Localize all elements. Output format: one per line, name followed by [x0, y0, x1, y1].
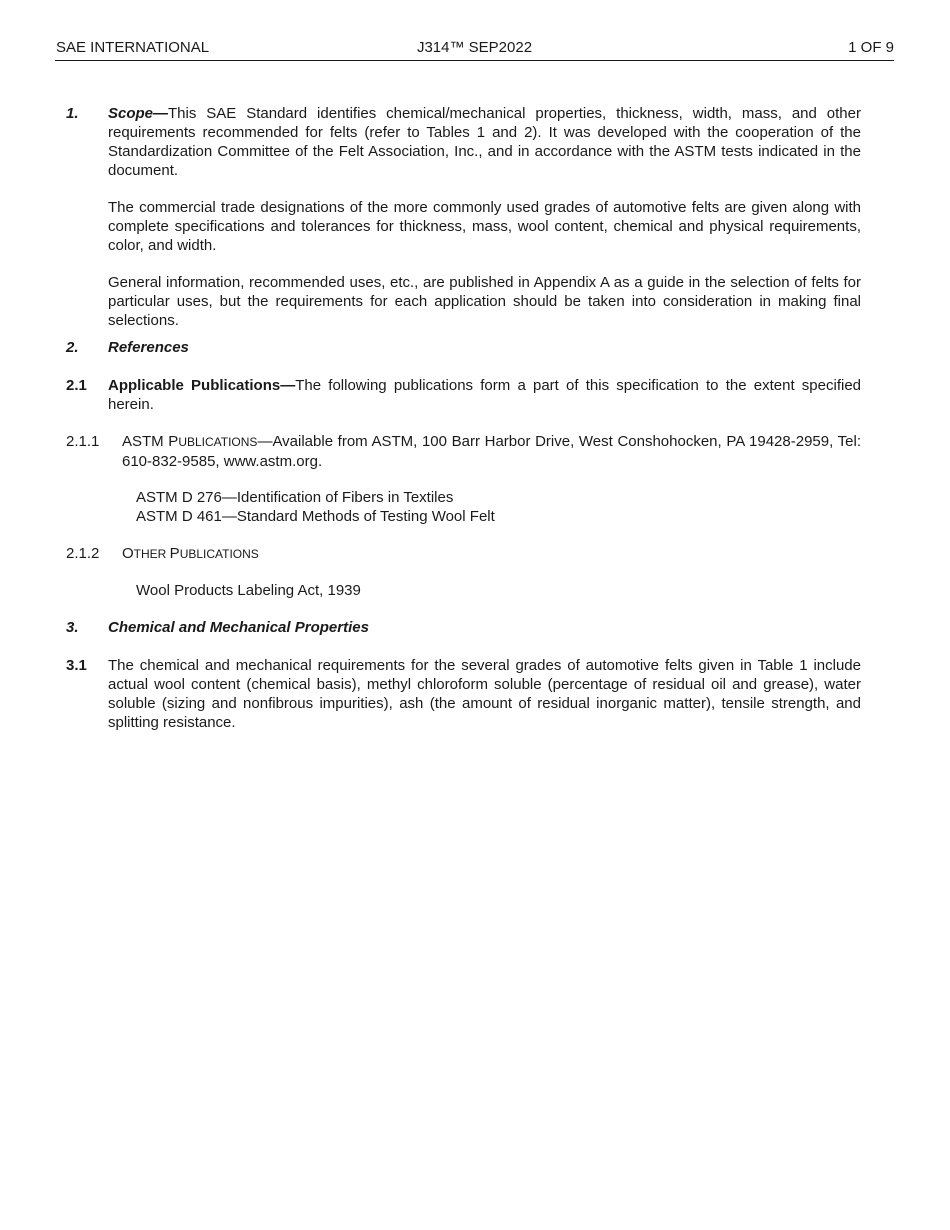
title-smallcaps: THER [133, 547, 170, 561]
section-body [108, 376, 861, 414]
section-title: Applicable Publications— [108, 377, 296, 394]
section-number: 2. [66, 339, 79, 356]
section-title-initials: ASTM P [122, 433, 179, 450]
section-title: References [108, 339, 189, 356]
header-document-id: J314™ SEP2022 [416, 39, 533, 56]
section-title: Scope— [108, 105, 169, 122]
section-number: 2.1.1 [66, 433, 100, 450]
section-body [108, 656, 861, 732]
other-reference-list [136, 581, 361, 600]
scope-paragraph-2: The commercial trade designations of the more commonly used grades of automotive felts are given along with complete specifications and tolerances for thickness, mass, wool content, chemical and physical requirements, color, and width. [108, 199, 861, 254]
section-number: 2.1 [66, 377, 87, 394]
header-organization: SAE INTERNATIONAL [56, 39, 210, 56]
scope-paragraph-3: General information, recommended uses, etc., are published in Appendix A as a guide in the selection of felts for particular uses, but the requirements for each application should be taken into consideration in making final selections. [108, 274, 861, 329]
section-body [108, 104, 861, 330]
section-number: 3. [66, 619, 79, 636]
title-smallcaps: UBLICATIONS [179, 547, 259, 561]
paragraph-text: —Available from ASTM, 100 Barr Harbor Drive, West Conshohocken, PA 19428-2959, Tel: 610-832-9585, www.astm.org. [122, 433, 861, 470]
section-number: 3.1 [66, 657, 87, 674]
astm-reference-list [136, 488, 495, 526]
section-title: Chemical and Mechanical Properties [108, 619, 369, 636]
section-title-smallcaps: UBLICATIONS [178, 435, 258, 449]
page-header [55, 38, 894, 61]
section-body [122, 432, 861, 471]
header-page-number: 1 OF 9 [848, 39, 894, 56]
list-item: Wool Products Labeling Act, 1939 [136, 582, 361, 599]
paragraph-text: This SAE Standard identifies chemical/mechanical properties, thickness, width, mass, and other requirements recommended for felts (refer to Tables 1 and 2). It was developed with the cooperation of the Standardization Committee of the Felt Association, Inc., and in accordance with the ASTM tests indicated in the document. [108, 105, 861, 179]
title-initial: O [122, 545, 134, 562]
section-number: 1. [66, 105, 79, 122]
section-body [108, 618, 861, 637]
section-body [122, 544, 861, 564]
scope-paragraph-1 [108, 104, 861, 180]
list-item: ASTM D 461—Standard Methods of Testing Wool Felt [136, 508, 495, 525]
paragraph-text: The chemical and mechanical requirements for the several grades of automotive felts given in Table 1 include actual wool content (chemical basis), methyl chloroform soluble (percentage of residual oil and grease), water soluble (sizing and nonfibrous impurities), ash (the amount of residual inorganic matter), tensile strength, and splitting resistance. [108, 657, 861, 731]
paragraph-text: The following publications form a part of this specification to the extent specified herein. [108, 377, 862, 413]
title-initial: P [169, 545, 180, 562]
section-number: 2.1.2 [66, 545, 100, 562]
section-body [108, 338, 861, 357]
list-item: ASTM D 276—Identification of Fibers in Textiles [136, 489, 454, 506]
